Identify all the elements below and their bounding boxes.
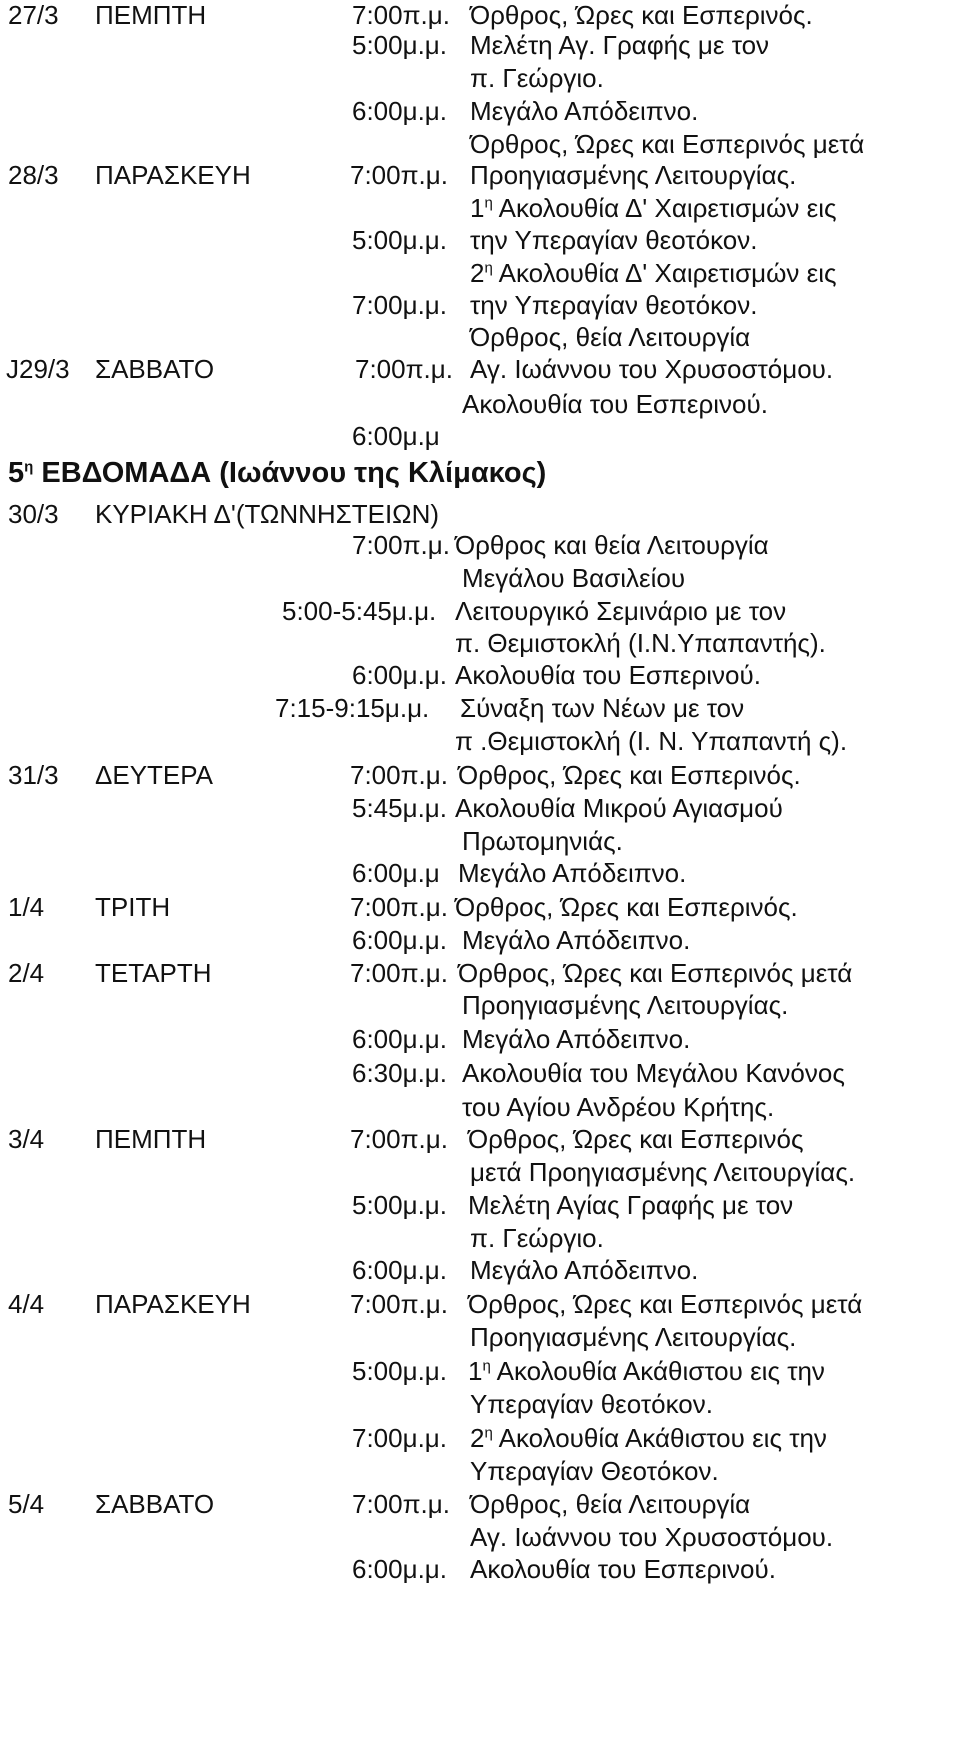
service-description: του Αγίου Ανδρέου Κρήτης.	[462, 1092, 775, 1122]
schedule-day: ΣΑΒΒΑΤΟ	[95, 1489, 215, 1519]
schedule-time: 7:00μ.μ.	[352, 1423, 448, 1453]
service-description: Υπεραγίαν Θεοτόκον.	[470, 1456, 719, 1486]
service-description: Όρθρος, θεία Λειτουργία	[470, 322, 751, 352]
schedule-time: 6:00μ.μ	[352, 858, 440, 888]
service-description: π. Θεμιστοκλή (Ι.Ν.Υπαπαντής).	[455, 628, 826, 658]
service-description: Σύναξη των Νέων με τον	[460, 693, 745, 723]
service-description: Μεγάλου Βασιλείου	[462, 563, 686, 593]
ordinal-superscript: η	[484, 1424, 493, 1442]
service-description: Όρθρος, θεία Λειτουργία	[470, 1489, 751, 1519]
schedule-time: 5:00μ.μ.	[352, 1356, 448, 1386]
schedule-time: 7:00π.μ.	[350, 1289, 448, 1319]
schedule-date: 31/3	[8, 760, 59, 790]
schedule-time: 7:15-9:15μ.μ.	[275, 693, 430, 723]
service-description: Αγ. Ιωάννου του Χρυσοστόμου.	[470, 1522, 834, 1552]
heading-text: ΕΒΔΟΜΑΔΑ (Ιωάννου της Κλίμακος)	[41, 457, 547, 489]
schedule-time: 7:00π.μ.	[352, 530, 450, 560]
service-description: Αγ. Ιωάννου του Χρυσοστόμου.	[470, 354, 834, 384]
service-description: Προηγιασμένης Λειτουργίας.	[462, 990, 789, 1020]
service-description: Όρθρος, Ώρες και Εσπερινός	[468, 1124, 804, 1154]
schedule-time: 5:00μ.μ.	[352, 225, 448, 255]
schedule-time: 7:00π.μ.	[350, 958, 448, 988]
ordinal-number: 2	[470, 258, 485, 288]
service-description: Προηγιασμένης Λειτουργίας.	[470, 160, 797, 190]
service-description: Ακολουθία του Εσπερινού.	[455, 660, 761, 690]
week-heading	[8, 458, 546, 488]
schedule-time: 7:00π.μ.	[350, 760, 448, 790]
ordinal-superscript: η	[484, 194, 493, 212]
schedule-day: ΠΕΜΠΤΗ	[95, 0, 207, 30]
service-description: την Υπεραγίαν θεοτόκον.	[470, 225, 758, 255]
ordinal-number: 1	[470, 193, 485, 223]
schedule-time: 7:00π.μ.	[350, 892, 448, 922]
schedule-time: 6:00μ.μ.	[352, 925, 448, 955]
service-description: Προηγιασμένης Λειτουργίας.	[470, 1322, 797, 1352]
heading-number: 5	[8, 457, 25, 489]
service-description: Ακολουθία Δ' Χαιρετισμών εις	[498, 193, 837, 223]
service-description: Μεγάλο Απόδειπνο.	[462, 925, 691, 955]
service-description: Μεγάλο Απόδειπνο.	[470, 96, 699, 126]
schedule-day: ΤΕΤΑΡΤΗ	[95, 958, 212, 988]
service-description: Μεγάλο Απόδειπνο.	[458, 858, 687, 888]
ordinal-service-line	[468, 1356, 825, 1386]
schedule-date: 2/4	[8, 958, 45, 988]
heading-superscript: η	[24, 458, 34, 476]
schedule-time: 5:45μ.μ.	[352, 793, 448, 823]
ordinal-number: 1	[468, 1356, 483, 1386]
schedule-time: 5:00μ.μ.	[352, 30, 448, 60]
schedule-time: 6:00μ.μ.	[352, 1024, 448, 1054]
schedule-date: 4/4	[8, 1289, 45, 1319]
service-description: Ακολουθία Ακάθιστου εις την	[496, 1356, 825, 1386]
service-description: Ακολουθία του Εσπερινού.	[462, 389, 768, 419]
schedule-time: 7:00π.μ.	[352, 0, 450, 30]
schedule-time: 5:00μ.μ.	[352, 1190, 448, 1220]
schedule-date: 5/4	[8, 1489, 45, 1519]
schedule-time: 6:00μ.μ.	[352, 96, 448, 126]
service-description: Μεγάλο Απόδειπνο.	[470, 1255, 699, 1285]
schedule-time: 7:00π.μ.	[352, 1489, 450, 1519]
ordinal-superscript: η	[484, 259, 493, 277]
schedule-day: ΔΕΥΤΕΡΑ	[95, 760, 214, 790]
service-description: Υπεραγίαν θεοτόκον.	[470, 1389, 713, 1419]
service-description: Ακολουθία Ακάθιστου εις την	[498, 1423, 827, 1453]
service-description: π. Γεώργιο.	[470, 63, 604, 93]
schedule-time: 6:00μ.μ.	[352, 660, 448, 690]
service-description: Όρθρος και θεία Λειτουργία	[455, 530, 769, 560]
service-description: Όρθρος, Ώρες και Εσπερινός μετά	[458, 958, 853, 988]
schedule-time: 7:00μ.μ.	[352, 290, 448, 320]
schedule-day: ΠΑΡΑΣΚΕΥΗ	[95, 1289, 251, 1319]
service-description: Λειτουργικό Σεμινάριο με τον	[455, 596, 787, 626]
service-description: Όρθρος, Ώρες και Εσπερινός μετά	[470, 129, 865, 159]
service-description: Ακολουθία Δ' Χαιρετισμών εις	[498, 258, 837, 288]
ordinal-service-line	[470, 258, 837, 288]
schedule-time: 5:00-5:45μ.μ.	[282, 596, 437, 626]
schedule-day: ΠΑΡΑΣΚΕΥΗ	[95, 160, 251, 190]
service-description: Όρθρος, Ώρες και Εσπερινός μετά	[468, 1289, 863, 1319]
schedule-day: ΚΥΡΙΑΚΗ Δ'(ΤΩΝΝΗΣΤΕΙΩΝ)	[95, 499, 440, 529]
service-description: Μελέτη Αγίας Γραφής με τον	[468, 1190, 794, 1220]
service-description: Μεγάλο Απόδειπνο.	[462, 1024, 691, 1054]
schedule-date: 1/4	[8, 892, 45, 922]
service-description: την Υπεραγίαν θεοτόκον.	[470, 290, 758, 320]
schedule-day: ΠΕΜΠΤΗ	[95, 1124, 207, 1154]
schedule-time: 7:00π.μ.	[355, 354, 453, 384]
schedule-date: J29/3	[6, 354, 70, 384]
schedule-date: 28/3	[8, 160, 59, 190]
service-description: Όρθρος, Ώρες και Εσπερινός.	[458, 760, 801, 790]
schedule-day: ΣΑΒΒΑΤΟ	[95, 354, 215, 384]
service-description: Μελέτη Αγ. Γραφής με τον	[470, 30, 770, 60]
schedule-time: 6:30μ.μ.	[352, 1058, 448, 1088]
schedule-time: 7:00π.μ.	[350, 1124, 448, 1154]
service-description: μετά Προηγιασμένης Λειτουργίας.	[470, 1157, 856, 1187]
schedule-date: 3/4	[8, 1124, 45, 1154]
schedule-time: 6:00μ.μ.	[352, 1255, 448, 1285]
ordinal-superscript: η	[482, 1357, 491, 1375]
service-description: π .Θεμιστοκλή (Ι. Ν. Υπαπαντή ς).	[455, 726, 848, 756]
schedule-date: 30/3	[8, 499, 59, 529]
ordinal-service-line	[470, 1423, 827, 1453]
service-description: π. Γεώργιο.	[470, 1223, 604, 1253]
schedule-time: 6:00μ.μ.	[352, 1554, 448, 1584]
schedule-time: 7:00π.μ.	[350, 160, 448, 190]
schedule-date: 27/3	[8, 0, 59, 30]
ordinal-number: 2	[470, 1423, 485, 1453]
service-description: Όρθρος, Ώρες και Εσπερινός.	[470, 0, 813, 30]
service-description: Πρωτομηνιάς.	[462, 826, 623, 856]
service-description: Όρθρος, Ώρες και Εσπερινός.	[455, 892, 798, 922]
service-description: Ακολουθία Μικρού Αγιασμού	[455, 793, 783, 823]
ordinal-service-line	[470, 193, 837, 223]
schedule-time: 6:00μ.μ	[352, 421, 440, 451]
schedule-day: ΤΡΙΤΗ	[95, 892, 171, 922]
service-description: Ακολουθία του Εσπερινού.	[470, 1554, 776, 1584]
service-description: Ακολουθία του Μεγάλου Κανόνος	[462, 1058, 845, 1088]
